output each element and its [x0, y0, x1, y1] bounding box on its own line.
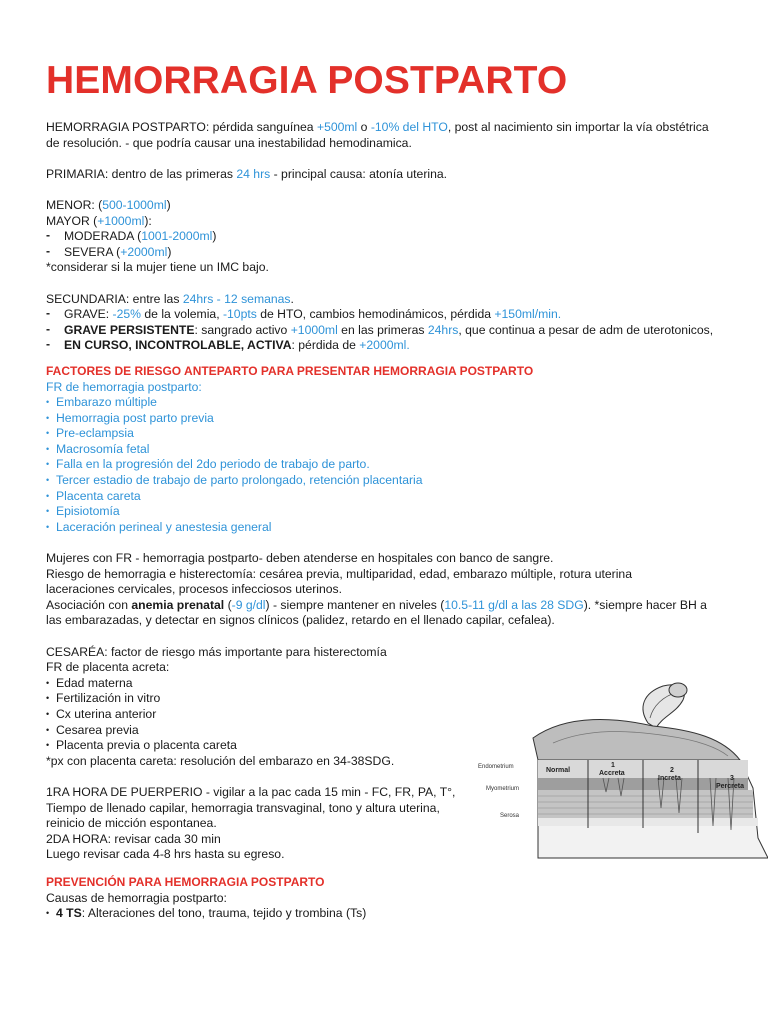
primaria-line: PRIMARIA: dentro de las primeras 24 hrs - principal causa: atonía uterina. — [46, 166, 448, 181]
factores-heading: FACTORES DE RIESGO ANTEPARTO PARA PRESENTAR HEMORRAGIA POSTPARTO — [46, 363, 534, 378]
puerperio-line-4: 2DA HORA: revisar cada 30 min — [46, 831, 221, 846]
en-curso-line: - EN CURSO, INCONTROLABLE, ACTIVA: pérdida de +2000ml. — [46, 338, 716, 354]
riesgo-histerectomia: Riesgo de hemorragia e histerectomía: cesárea previa, multiparidad, edad, embarazo múltiple, rotura uterina laceraciones cervicales, procesos infecciosos uterinos. — [46, 566, 632, 597]
list-item: • Edad materna — [46, 676, 716, 692]
list-item: • Embarazo múltiple — [46, 395, 716, 411]
label-num-3: 3 — [730, 775, 734, 782]
label-endometrium: Endometrium — [478, 764, 514, 770]
anemia-paragraph: Asociación con anemia prenatal (-9 g/dl) - siempre mantener en niveles (10.5-11 g/dl a las 28 SDG). *siempre hacer BH a las embarazadas, y detectar en signos clínicos (palidez, retardo en el llenado capilar, cefalea). — [46, 597, 707, 628]
placenta-accreta-illustration — [478, 668, 768, 868]
list-item: • Macrosomía fetal — [46, 442, 716, 458]
list-item: • Laceración perineal y anestesia general — [46, 520, 716, 536]
puerperio-line-1: 1RA HORA DE PUERPERIO - vigilar a la pac cada 15 min - FC, FR, PA, T°, — [46, 784, 456, 799]
list-item: • Placenta previa o placenta careta — [46, 738, 716, 754]
label-serosa: Serosa — [500, 813, 520, 819]
moderada-line: - MODERADA (1001-2000ml) — [46, 229, 716, 245]
menor-line: MENOR: (500-1000ml) — [46, 197, 171, 212]
puerperio-line-3: reinicio de micción espontanea. — [46, 816, 217, 831]
secundaria-line: SECUNDARIA: entre las 24hrs - 12 semanas. — [46, 291, 294, 306]
puerperio-line-5: Luego revisar cada 4-8 hrs hasta su egreso. — [46, 847, 285, 862]
label-percreta: Percreta — [716, 783, 745, 790]
careta-note: *px con placenta careta: resolución del embarazo en 34-38SDG. — [46, 753, 395, 768]
factores-list — [46, 395, 716, 535]
list-item: • Tercer estadio de trabajo de parto prolongado, retención placentaria — [46, 473, 716, 489]
cesarea-line: CESARÉA: factor de riesgo más importante para histerectomía — [46, 644, 387, 659]
label-accreta: Accreta — [599, 770, 625, 777]
acreta-subheading: FR de placenta acreta: — [46, 660, 170, 675]
mujeres-line: Mujeres con FR - hemorragia postparto- deben atenderse en hospitales con banco de sangre. — [46, 551, 554, 566]
list-item: • 4 TS: Alteraciones del tono, trauma, tejido y trombina (Ts) — [46, 906, 716, 922]
list-item: • Pre-eclampsia — [46, 426, 716, 442]
mayor-line: MAYOR (+1000ml): — [46, 213, 152, 228]
list-item: • Placenta careta — [46, 489, 716, 505]
list-item: • Episiotomía — [46, 504, 716, 520]
imc-note: *considerar si la mujer tiene un IMC bajo. — [46, 260, 269, 275]
cord-end — [669, 683, 687, 697]
list-item: • Hemorragia post parto previa — [46, 411, 716, 427]
serosa-band — [538, 818, 758, 826]
label-num-1: 1 — [611, 762, 615, 769]
list-item: • Fertilización in vitro — [46, 691, 716, 707]
label-num-2: 2 — [670, 767, 674, 774]
prevencion-subheading: Causas de hemorragia postparto: — [46, 890, 227, 905]
label-myometrium: Myometrium — [486, 786, 520, 792]
label-increta: Increta — [658, 775, 681, 782]
grave-line: - GRAVE: -25% de la volemia, -10pts de HTO, cambios hemodinámicos, pérdida +150ml/min. — [46, 307, 716, 323]
list-item: • Falla en la progresión del 2do periodo de trabajo de parto. — [46, 457, 716, 473]
severa-line: - SEVERA (+2000ml) — [46, 245, 716, 261]
placenta — [533, 719, 740, 760]
intro-paragraph: HEMORRAGIA POSTPARTO: pérdida sanguínea +500ml o -10% del HTO, post al nacimiento sin importar la vía obstétrica de resolución. - que podría causar una inestabilidad hemodinamica. — [46, 120, 709, 150]
page-title: HEMORRAGIA POSTPARTO — [46, 59, 568, 102]
grave-persistente-line: - GRAVE PERSISTENTE: sangrado activo +1000ml en las primeras 24hrs, que continua a pesar de adm de uterotonicos, — [46, 323, 716, 339]
factores-subheading: FR de hemorragia postparto: — [46, 379, 202, 394]
prevencion-heading: PREVENCIÓN PARA HEMORRAGIA POSTPARTO — [46, 874, 325, 889]
puerperio-line-2: Tiempo de llenado capilar, hemorragia transvaginal, tono y altura uterina, — [46, 800, 440, 815]
list-item: • Cesarea previa — [46, 723, 716, 739]
label-normal: Normal — [546, 767, 571, 774]
list-item: • Cx uterina anterior — [46, 707, 716, 723]
